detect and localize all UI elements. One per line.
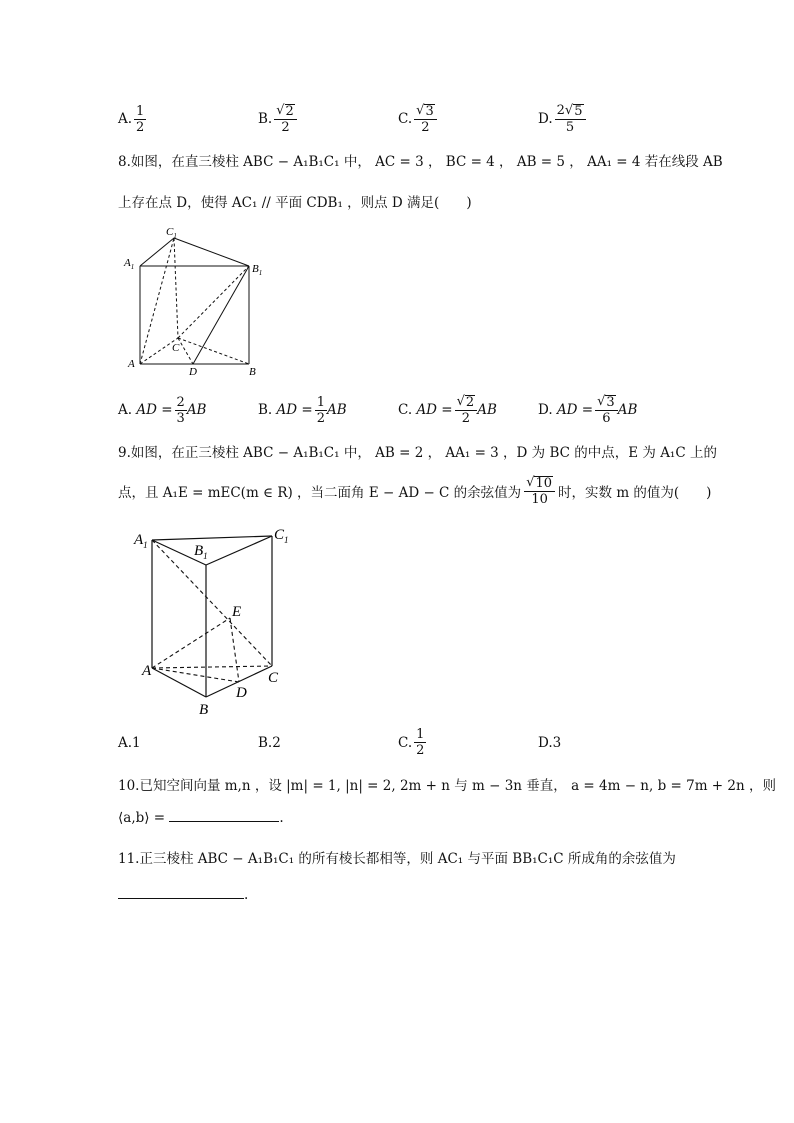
q8-stem-line2: 上存在点 D，使得 AC₁ // 平面 CDB₁ ，则点 D 满足( ): [118, 195, 472, 211]
q11-stem-line1: 11.正三棱柱 ABC − A₁B₁C₁ 的所有棱长都相等，则 AC₁ 与平面 BB₁C₁C 所成角的余弦值为: [118, 851, 676, 867]
q9-label-e: E: [232, 604, 242, 620]
q10-stem-line1: 10.已知空间向量 m,n ，设 |m| = 1, |n| = 2, 2m + n 与 m − 3n 垂直， a = 4m − n, b = 7m + 2n ，则: [118, 778, 776, 794]
q9-label-a: A: [142, 663, 152, 679]
q8-option-c[interactable]: C. AD = √ 2 2 AB: [398, 394, 497, 426]
q8-label-a: A: [128, 358, 135, 370]
q9-figure-prism: [130, 522, 310, 722]
q7-options: [118, 104, 678, 134]
q8-option-b[interactable]: B. AD = $\frac{1}{2}$ AB: [258, 394, 347, 426]
q9-options: [118, 728, 678, 757]
q9-option-c[interactable]: C. $\frac{1}{2}$: [398, 727, 425, 758]
q7-option-c[interactable]: C. √ 3 2: [398, 104, 538, 134]
q9-option-b[interactable]: B.2: [258, 734, 281, 751]
q8-label-c: C: [172, 342, 180, 354]
q8-label-a1: $A_1$: [124, 257, 135, 271]
q9-option-a[interactable]: A.1: [118, 734, 141, 751]
q11-answer-line: .: [118, 887, 248, 903]
q10-stem-line2: ⟨a,b⟩ = .: [118, 810, 284, 826]
q8-label-b: B: [249, 366, 256, 378]
q9-label-b1: $B_1$: [194, 543, 208, 561]
q9-label-c1: $C_1$: [274, 527, 289, 545]
q8-option-d[interactable]: D. AD = √ 3 6 AB: [538, 394, 638, 426]
q9-label-d: D: [236, 685, 247, 701]
q9-stem-line2: 点，且 A₁E = mEC(m ∈ R) ，当二面角 E − AD − C 的余弦值为 √ 10 10 时，实数 m 的值为( ): [118, 475, 712, 507]
q7-option-d[interactable]: D. 2 √ 5 5: [538, 104, 678, 134]
q8-label-d: D: [189, 366, 197, 378]
q8-stem-line1: 8.如图，在直三棱柱 ABC − A₁B₁C₁ 中， AC = 3 ， BC = 4 ， AB = 5 ， AA₁ = 4 若在线段 AB: [118, 154, 723, 170]
q7-option-a[interactable]: A. $\frac{1}{2}$: [118, 103, 145, 135]
q9-stem-line1: 9.如图，在正三棱柱 ABC − A₁B₁C₁ 中， AB = 2 ， AA₁ = 3 ，D 为 BC 的中点，E 为 A₁C 上的: [118, 445, 717, 461]
q10-answer-blank[interactable]: [169, 820, 279, 822]
q8-option-a[interactable]: A. AD = $\frac{2}{3}$ AB: [118, 394, 207, 426]
q8-figure-prism: [118, 222, 278, 382]
q9-label-c: C: [268, 670, 279, 686]
q9-label-b: B: [199, 702, 209, 718]
q8-label-c1: $C_1$: [166, 226, 177, 240]
q9-label-a1: $A_1$: [134, 532, 148, 550]
q7-option-b[interactable]: B. √ 2 2: [258, 104, 398, 134]
q8-label-b1: $B_1$: [252, 263, 263, 277]
q11-answer-blank[interactable]: [118, 897, 244, 899]
q9-option-d[interactable]: D.3: [538, 734, 562, 751]
q8-options: [118, 395, 678, 425]
